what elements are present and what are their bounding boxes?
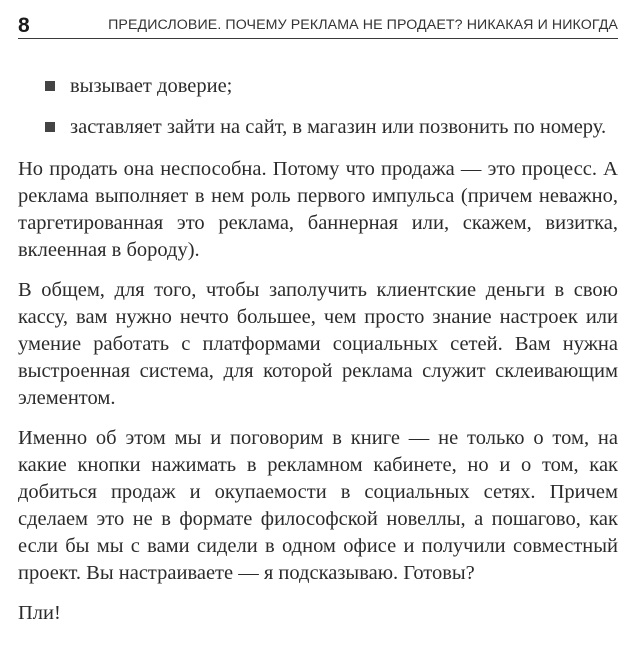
bullet-list <box>18 72 618 142</box>
page-body <box>18 72 618 640</box>
list-item-text: заставляет зайти на сайт, в магазин или позвонить по номеру. <box>70 116 607 138</box>
list-item <box>18 113 618 142</box>
page-number: 8 <box>18 14 30 37</box>
paragraph-1: Но продать она неспособна. Потому что продажа — это процесс. А реклама выполняет в нем роль первого импульса (причем неважно, таргетированная это реклама, баннерная или, скажем, визитка, вклеенная в бороду). <box>18 158 618 261</box>
page-header <box>18 8 618 39</box>
square-bullet-icon <box>45 122 55 132</box>
running-title: ПРЕДИСЛОВИЕ. ПОЧЕМУ РЕКЛАМА НЕ ПРОДАЕТ? НИКАКАЯ И НИКОГДА <box>108 17 618 33</box>
square-bullet-icon <box>45 81 55 91</box>
list-item-text: вызывает доверие; <box>70 75 233 97</box>
paragraph-4: Пли! <box>18 602 61 624</box>
paragraph-2: В общем, для того, чтобы заполучить клиентские деньги в свою кассу, вам нужно нечто большее, чем просто знание настроек или умение работать с платформами социальных сетей. Вам нужна выстроенная система, для которой реклама служит склеивающим элементом. <box>18 279 618 409</box>
paragraph-3: Именно об этом мы и поговорим в книге — не только о том, на какие кнопки нажимать в рекламном кабинете, но и о том, как добиться продаж и окупаемости в социальных сетях. Причем сделаем это не в формате философской новеллы, а пошагово, как если бы мы с вами сидели в одном офисе и получили совместный проект. Вы настраиваете — я подсказываю. Готовы? <box>18 427 618 584</box>
list-item <box>18 72 618 101</box>
